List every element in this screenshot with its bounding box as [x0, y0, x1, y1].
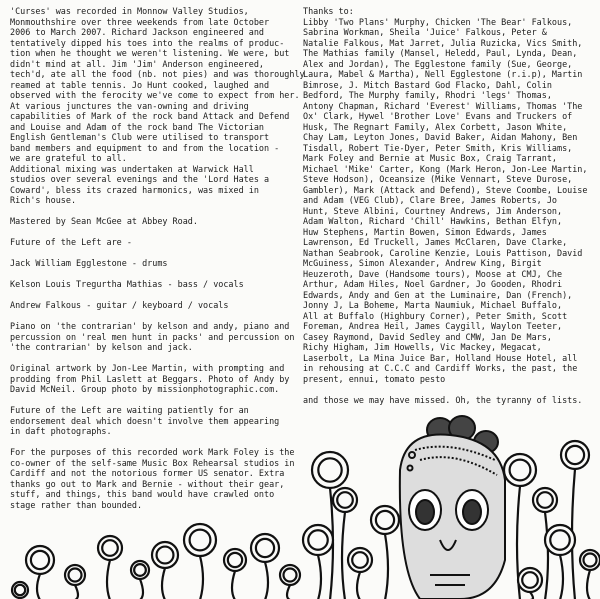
flower-circle [376, 511, 394, 529]
text-line: in daft photographs. [10, 426, 112, 436]
flower-circle [69, 569, 82, 582]
text-line: Antony Chapman, Richard 'Everest' Williams, Thomas 'The [303, 100, 583, 111]
text-line: Kelson Louis Tregurtha Mathias - bass / vocals [10, 279, 244, 289]
text-line: All at Buffalo (Highbury Corner), Peter Smith, Scott [303, 310, 568, 321]
flower-circle [333, 488, 357, 512]
flower-stem [107, 560, 110, 599]
text-line: Huw Stephens, Martin Bowen, Simon Edwards, James [303, 226, 547, 237]
text-line: Piano on 'the contrarian' by kelson and andy, piano and [10, 321, 290, 331]
text-line: percussion on 'real men hunt in packs' and percussion on [10, 331, 295, 342]
text-line: Hunt, Steve Albini, Courtney Andrews, Jim Anderson, [303, 205, 563, 216]
flower-circle [561, 441, 589, 469]
flower-circle [510, 460, 531, 481]
text-line: Laura, Mabel & Martha), Nell Egglestone (r.i.p), Martin [303, 69, 583, 79]
flower-circle [152, 542, 178, 568]
text-line: co-owner of the self-same Music Box Rehearsal studios in [10, 457, 295, 468]
text-line: 'the contrarian' by kelson and jack. [10, 342, 193, 352]
text-line: didn't mind at all. Jim 'Jim' Anderson engineered, [10, 58, 264, 69]
flower-stem [265, 562, 268, 599]
text-line: and those we may have missed. Oh, the tyranny of lists. [303, 394, 583, 405]
text-line: Ox' Clark, Hywel 'Brother Love' Evans and Truckers of [303, 111, 573, 121]
flower-circle [280, 565, 300, 585]
text-line: McGuiness, Simon Alexander, Andrew King, Birgit [303, 258, 542, 268]
text-line: 'Curses' was recorded in Monnow Valley Studios, [10, 6, 249, 16]
flower-circle [256, 539, 274, 557]
flower-stem [530, 592, 533, 599]
text-line: band members and equipment to and from the location - [10, 142, 280, 153]
text-line: David McNeil. Group photo by missionphotographic.com. [10, 384, 280, 394]
text-line: Edwards, Andy and Gen at the Luminaire, Dan (French), [303, 289, 573, 300]
flower-circle [318, 458, 341, 481]
text-line: stuff, and things, this band would have crawled onto [10, 489, 275, 499]
text-line: Rich's house. [10, 195, 77, 205]
text-line: Monmouthshire over three weekends from late October [10, 16, 270, 27]
blank-line [10, 290, 305, 301]
flower-circle [518, 568, 542, 592]
text-line: Jonny J, La Boheme, Marta Naumiuk, Michael Buffalo, [303, 300, 563, 310]
flower-circle [533, 488, 557, 512]
blank-line [10, 437, 305, 448]
text-line: Steve Hodson), Oceansize (Mike Vennart, Steve Durose, [303, 174, 573, 184]
blank-line [10, 353, 305, 364]
blank-line [10, 269, 305, 280]
flower-circle [131, 561, 149, 579]
flower-stem [232, 571, 235, 599]
text-line: Andrew Falkous - guitar / keyboard / vocals [10, 300, 229, 310]
text-line: Foreman, Andrea Heil, James Caygill, Waylon Teeter, [303, 321, 563, 331]
text-line: Jack William Egglestone - drums [10, 258, 168, 268]
text-line: Heuzeroth, Dave (Handsome tours), Moose at CMJ, Che [303, 268, 563, 279]
text-line: in rehousing at C.C.C and Cardiff Works, the past, the [303, 363, 578, 373]
blank-line [10, 227, 305, 238]
flower-stem [200, 556, 203, 599]
flower-circle [102, 540, 118, 556]
flower-stem [330, 488, 333, 599]
flower-stem [287, 585, 290, 599]
text-line: Sabrina Workman, Sheila 'Juice' Falkous, Peter & [303, 27, 547, 37]
blank-line [303, 384, 587, 395]
flower-stem [357, 572, 360, 599]
flower-stem [140, 579, 143, 599]
flower-stem [318, 555, 321, 599]
text-line: Casey Raymond, David Sedley and CMW, Jan De Mars, [303, 331, 552, 342]
text-line: Bedford, The Murphy family, Rhodri 'legs' Thomas, [303, 90, 552, 100]
flower-circle [580, 550, 600, 570]
text-line: Mastered by Sean McGee at Abbey Road. [10, 216, 198, 226]
text-line: endorsement deal which doesn't involve them appearing [10, 415, 280, 426]
flower-stem [545, 512, 548, 599]
text-line: Bimrose, J. Mitch Bastard God Flacko, Dahl, Colin [303, 79, 552, 90]
flower-circle [352, 552, 368, 568]
flower-circle [348, 548, 372, 572]
text-line: Libby 'Two Plans' Murphy, Chicken 'The Bear' Falkous, [303, 16, 573, 27]
text-line: Future of the Left are waiting patiently for an [10, 405, 249, 415]
flower-circle [184, 524, 216, 556]
flower-circle [308, 530, 328, 550]
text-line: capabilities of Mark of the rock band Attack and Defend [10, 111, 290, 121]
text-line: tentatively dipped his toes into the realms of produc- [10, 37, 285, 48]
text-line: Richy Higham, Jim Howells, Vic Mackey, Megacat, [303, 342, 542, 352]
text-line: The Mathias family (Mansel, Heledd, Paul, Lynda, Dean, [303, 48, 578, 58]
blank-line [10, 311, 305, 322]
flower-stem [572, 469, 575, 599]
text-line: Nathan Seabrook, Caroline Kenzie, Louis Pattison, David [303, 247, 583, 258]
text-line: For the purposes of this recorded work Mark Foley is the [10, 447, 295, 457]
liner-notes-left-column [10, 6, 305, 510]
flower-circle [545, 525, 575, 555]
flower-circle [284, 569, 297, 582]
text-line: prodding from Phil Laslett at Beggars. Photo of Andy by [10, 373, 290, 384]
creature-head-illustration [400, 416, 505, 599]
blank-line [10, 248, 305, 259]
flower-circle [584, 554, 597, 567]
flower-circle [537, 492, 553, 508]
text-line: Cardiff and not the notorious former US senator. Extra [10, 468, 285, 478]
flower-circle [550, 530, 570, 550]
flower-circle [504, 454, 536, 486]
text-line: present, ennui, tomato pesto [303, 373, 446, 384]
flower-circle [251, 534, 279, 562]
flower-circle [98, 536, 122, 560]
flower-stem [342, 512, 345, 599]
flower-stem [37, 574, 40, 599]
flower-circle [31, 551, 49, 569]
text-line: Husk, The Regnart Family, Alex Corbett, Jason White, [303, 121, 568, 132]
text-line: 2006 to March 2007. Richard Jackson engineered and [10, 27, 264, 37]
flower-circle [566, 446, 584, 464]
text-line: Gambler), Mark (Attack and Defend), Steve Coombe, Louise [303, 184, 588, 195]
text-line: Coward', bless its crazed harmonics, was mixed in [10, 184, 259, 195]
flower-circle [26, 546, 54, 574]
text-line: Arthur, Adam Hiles, Noel Gardner, Jo Gooden, Rhodri [303, 279, 563, 289]
text-line: Michael 'Mike' Carter, Kong (Mark Heron, Jon-Lee Martin, [303, 163, 588, 174]
flower-circle [303, 525, 333, 555]
text-line: Lawrenson, Ed Truckell, James McClaren, Dave Clarke, [303, 237, 568, 247]
blank-line [10, 206, 305, 217]
flower-circle [228, 553, 242, 567]
text-line: stage rather than bounded. [10, 499, 143, 510]
flower-circle [224, 549, 246, 571]
blank-line [10, 395, 305, 406]
text-line: Tisdall, Robert Tie-Dyer, Peter Smith, Kris Williams, [303, 142, 573, 153]
text-line: Laserbolt, La Mina Juice Bar, Holland House Hotel, all [303, 352, 578, 363]
text-line: Original artwork by Jon-Lee Martin, with prompting and [10, 363, 285, 373]
text-line: Chay Lam, Leyton Jones, David Baker, Aidan Mahony, Ben [303, 132, 578, 142]
text-line: English Gentleman's Club were utilised to transport [10, 132, 270, 142]
flower-stem [587, 570, 590, 599]
flower-circle [12, 582, 28, 598]
text-line: studios over several evenings and the 'Lord Hates a [10, 174, 270, 184]
text-line: At various junctures the van-owning and driving [10, 100, 249, 111]
flower-stem [517, 486, 520, 599]
text-line: tech'd, ate all the food (nb. not pies) and was thoroughly [10, 69, 305, 79]
text-line: Adam Walton, Richard 'Chill' Hawkins, Bethan Elfyn, [303, 216, 563, 226]
text-line: observed with the ferocity we've come to expect from her. [10, 90, 300, 100]
text-line: Additional mixing was undertaken at Warwick Hall [10, 163, 254, 174]
flower-stem [75, 585, 78, 599]
text-line: and Louise and Adam of the rock band The Victorian [10, 121, 264, 132]
flower-circle [312, 452, 348, 488]
text-line: tion when he thought we weren't listening. We were, but [10, 48, 290, 58]
text-line: Thanks to: [303, 6, 354, 16]
flower-circle [522, 572, 538, 588]
text-line: reamed at table tennis. Jo Hunt cooked, laughed and [10, 79, 270, 90]
flower-stem [162, 568, 165, 599]
text-line: we are grateful to all. [10, 153, 127, 163]
text-line: Alex and Jordan), The Egglestone family (Sue, George, [303, 58, 573, 69]
flower-circle [157, 547, 174, 564]
text-line: Mark Foley and Bernie at Music Box, Craig Tarrant, [303, 153, 557, 163]
flower-circle [371, 506, 399, 534]
flower-circle [134, 564, 146, 576]
flower-stem [385, 534, 388, 599]
flower-circle [337, 492, 353, 508]
flower-stem [560, 555, 563, 599]
flower-circle [65, 565, 85, 585]
text-line: and Adam (VEG Club), Clare Bree, James Roberts, Jo [303, 195, 557, 205]
text-line: Natalie Falkous, Mat Jarret, Julia Ruzicka, Vics Smith, [303, 37, 583, 48]
flower-circle [190, 530, 211, 551]
thanks-list-right-column [303, 6, 587, 405]
flower-circle [15, 585, 25, 595]
text-line: thanks go out to Mark and Bernie - without their gear, [10, 478, 285, 489]
text-line: Future of the Left are - [10, 237, 132, 247]
